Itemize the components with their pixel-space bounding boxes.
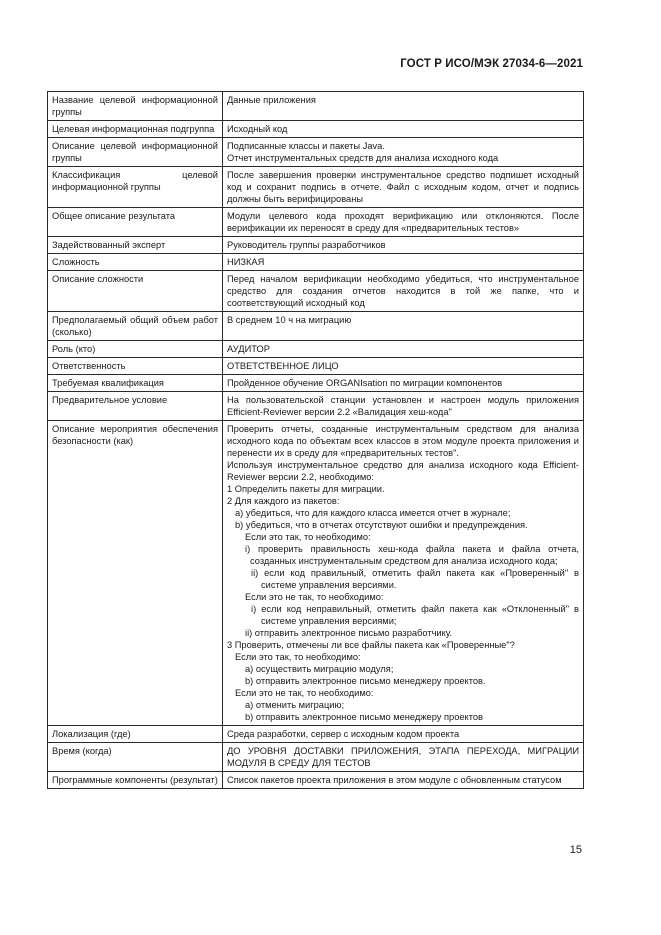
table-row — [48, 254, 584, 271]
row-value: После завершения проверки инструментальное средство подпишет исходный код и сохранит подпись в отчете. Файл с исходным кодом, отчет и подпись должны быть верифицированы — [223, 167, 584, 208]
row-label: Время (когда) — [48, 743, 223, 772]
row-label: Предполагаемый общий объем работ (сколько) — [48, 312, 223, 341]
table-row — [48, 421, 584, 726]
procedure-step: Если это так, то необходимо: — [235, 652, 361, 662]
row-label: Целевая информационная подгруппа — [48, 121, 223, 138]
row-value: Пройденное обучение ORGANIsation по миграции компонентов — [223, 375, 584, 392]
row-label: Название целевой информационной группы — [48, 92, 223, 121]
procedure-step: Если это не так, то необходимо: — [235, 688, 374, 698]
row-value: В среднем 10 ч на миграцию — [223, 312, 584, 341]
row-label: Описание целевой информационной группы — [48, 138, 223, 167]
table-row — [48, 743, 584, 772]
value-line: Отчет инструментальных средств для анализа исходного кода — [227, 153, 499, 163]
value-line: Подписанные классы и пакеты Java. — [227, 141, 385, 151]
row-value: ОТВЕТСТВЕННОЕ ЛИЦО — [223, 358, 584, 375]
table-row — [48, 375, 584, 392]
table-row — [48, 237, 584, 254]
procedure-step: ii) если код правильный, отметить файл пакета как «Проверенный" в системе управления версиями. — [251, 568, 579, 590]
row-value: ДО УРОВНЯ ДОСТАВКИ ПРИЛОЖЕНИЯ, ЭТАПА ПЕРЕХОДА, МИГРАЦИИ МОДУЛЯ В СРЕДУ ДЛЯ ТЕСТОВ — [223, 743, 584, 772]
table-row — [48, 772, 584, 789]
procedure-step: b) отправить электронное письмо менеджеру проектов. — [245, 676, 486, 686]
table-row — [48, 121, 584, 138]
row-label: Описание сложности — [48, 271, 223, 312]
procedure-step: b) отправить электронное письмо менеджеру проектов — [245, 712, 483, 722]
row-value — [223, 138, 584, 167]
row-label: Локализация (где) — [48, 726, 223, 743]
procedure-step: 3 Проверить, отмечены ли все файлы пакета как «Проверенные"? — [227, 640, 515, 650]
row-label: Сложность — [48, 254, 223, 271]
row-value: Исходный код — [223, 121, 584, 138]
row-value: Данные приложения — [223, 92, 584, 121]
row-value: АУДИТОР — [223, 341, 584, 358]
procedure-step: 2 Для каждого из пакетов: — [227, 496, 340, 506]
row-value: Среда разработки, сервер с исходным кодом проекта — [223, 726, 584, 743]
table-row — [48, 138, 584, 167]
procedure-step: a) отменить миграцию; — [245, 700, 345, 710]
procedure-step: ii) отправить электронное письмо разработчику. — [245, 628, 453, 638]
row-label: Классификация целевой информационной группы — [48, 167, 223, 208]
procedure-step: Если это так, то необходимо: — [245, 532, 371, 542]
procedure-step: Если это не так, то необходимо: — [245, 592, 384, 602]
row-label: Ответственность — [48, 358, 223, 375]
table-row — [48, 341, 584, 358]
procedure-step: i) проверить правильность хеш-кода файла пакета и файла отчета, созданных инструментальным средством для анализа исходного кода; — [245, 544, 579, 566]
table-row — [48, 358, 584, 375]
procedure-step: 1 Определить пакеты для миграции. — [227, 484, 385, 494]
row-value: Список пакетов проекта приложения в этом модуле с обновленным статусом — [223, 772, 584, 789]
row-label: Описание мероприятия обеспечения безопасности (как) — [48, 421, 223, 726]
table-row — [48, 312, 584, 341]
row-label: Задействованный эксперт — [48, 237, 223, 254]
procedure-step: a) осуществить миграцию модуля; — [245, 664, 394, 674]
row-value: Перед началом верификации необходимо убедиться, что инструментальное средство для создания отчетов находится в той же папке, что и соответствующий исходный код — [223, 271, 584, 312]
procedure-step: b) убедиться, что в отчетах отсутствуют ошибки и предупреждения. — [235, 520, 528, 530]
page-number: 15 — [569, 844, 582, 856]
procedure-step: i) если код неправильный, отметить файл пакета как «Отклоненный" в системе управления версиями; — [251, 604, 579, 626]
row-value — [223, 421, 584, 726]
table-row — [48, 392, 584, 421]
row-label: Требуемая квалификация — [48, 375, 223, 392]
row-label: Общее описание результата — [48, 208, 223, 237]
procedure-step: Используя инструментальное средство для анализа исходного кода Efficient-Reviewer версии 2.2, необходимо: — [227, 460, 579, 482]
row-value: Руководитель группы разработчиков — [223, 237, 584, 254]
row-label: Роль (кто) — [48, 341, 223, 358]
row-value: НИЗКАЯ — [223, 254, 584, 271]
table-row — [48, 726, 584, 743]
table-row — [48, 208, 584, 237]
procedure-step: Проверить отчеты, созданные инструментальным средством для анализа исходного кода по объектам всех классов в этом модуле проекта приложения и перенести их в среду для «предварительных тестов". — [227, 424, 579, 458]
table-row — [48, 167, 584, 208]
row-value: На пользовательской станции установлен и настроен модуль приложения Efficient-Reviewer версии 2.2 «Валидация хеш-кода" — [223, 392, 584, 421]
row-value: Модули целевого кода проходят верификацию или отклоняются. После верификации их переносят в среду для «предварительных тестов» — [223, 208, 584, 237]
document-header: ГОСТ Р ИСО/МЭК 27034-6—2021 — [400, 58, 583, 70]
procedure-step: a) убедиться, что для каждого класса имеется отчет в журнале; — [235, 508, 511, 518]
table-row — [48, 92, 584, 121]
requirements-table — [47, 91, 584, 789]
row-label: Программные компоненты (результат) — [48, 772, 223, 789]
table-row — [48, 271, 584, 312]
row-label: Предварительное условие — [48, 392, 223, 421]
